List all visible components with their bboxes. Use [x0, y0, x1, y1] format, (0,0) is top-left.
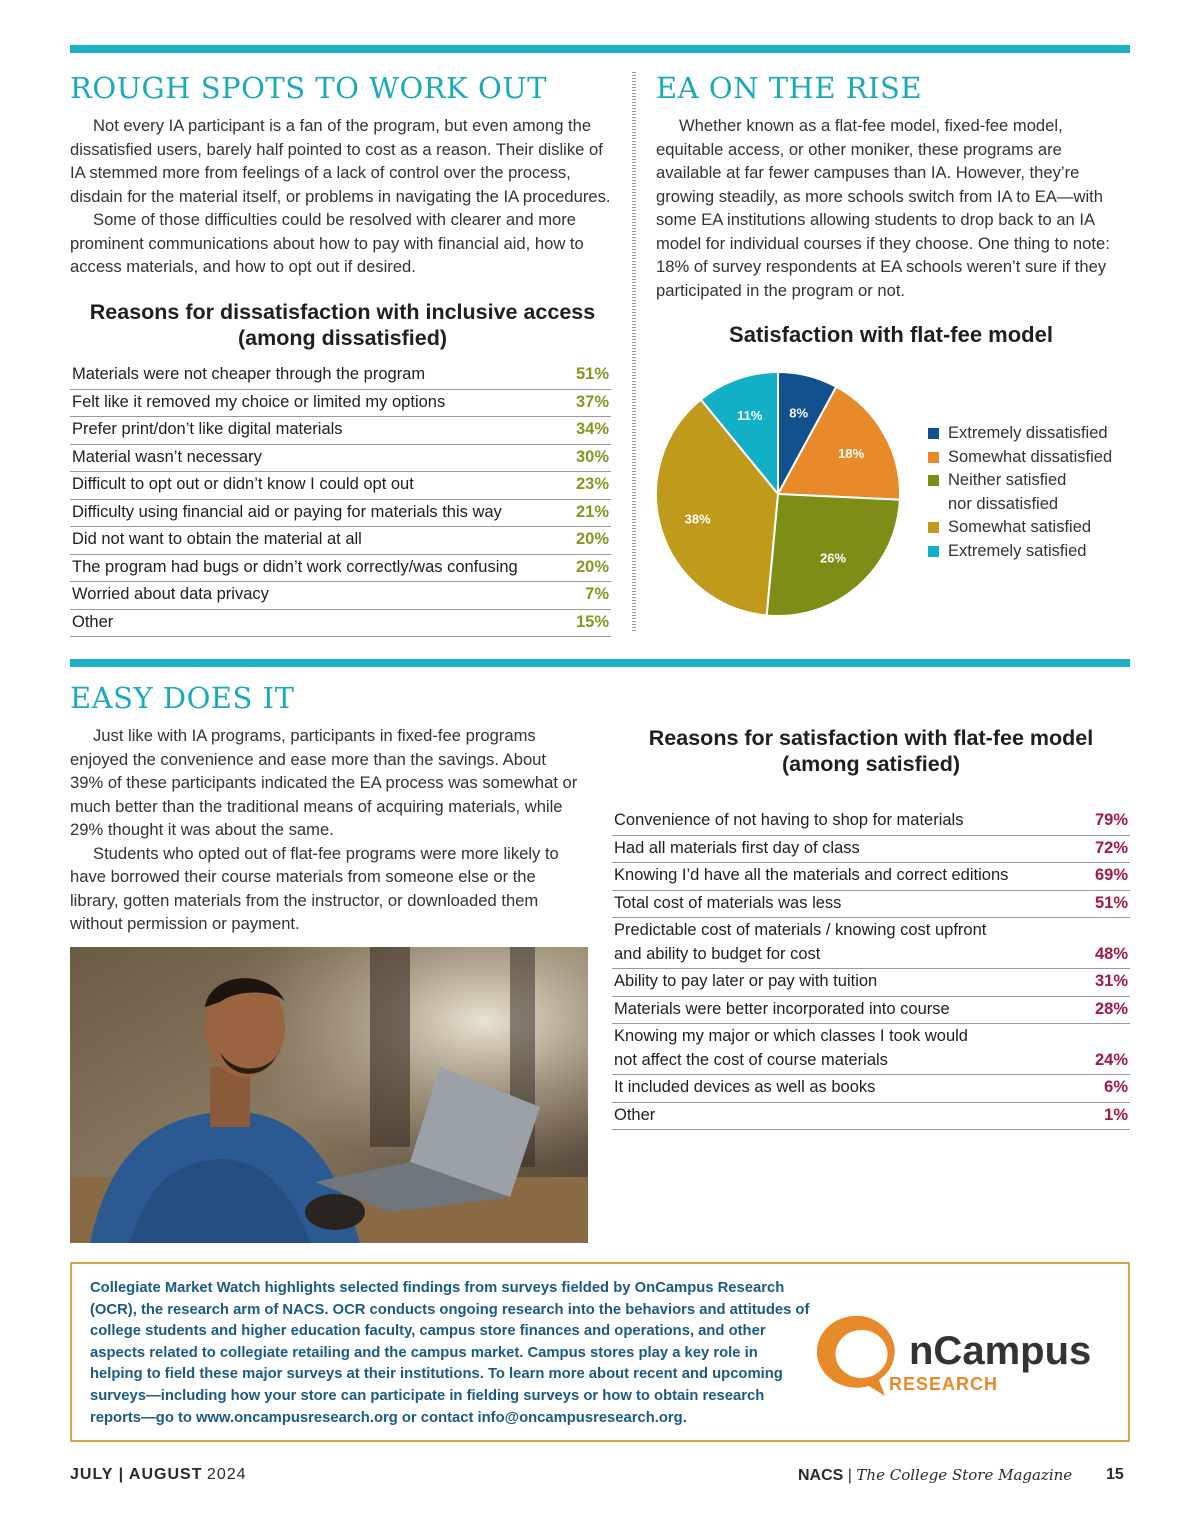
row-label-line: Materials were not cheaper through the program — [72, 365, 426, 383]
row-label — [72, 391, 445, 415]
column-divider — [632, 72, 636, 632]
row-label-line: Material wasn’t necessary — [72, 447, 262, 466]
row-label-line: not affect the cost of course materials — [614, 1050, 888, 1069]
table-row — [612, 997, 1130, 1025]
body-paragraph: Whether known as a flat-fee model, fixed-fee model, equitable access, or other moniker, these programs are available at far fewer campuses than IA. However, they’re growing steadily, as more schools switch from IA to EA—with some EA institutions allowing students to drop back to an IA model for individual courses if they choose. One thing to note: 18% of survey respondents at EA schools weren’t sure if they participated in the program or not. — [656, 116, 1110, 300]
row-label — [72, 363, 425, 387]
legend-item — [928, 540, 1128, 564]
row-label-line: and ability to budget for cost — [614, 944, 821, 963]
table-row — [612, 1024, 1130, 1075]
row-value: 21% — [575, 502, 609, 521]
legend-item — [928, 516, 1128, 540]
body-paragraph: Some of those difficulties could be resolved with clearer and more prominent communications about how to pay with financial aid, how to access materials, and how to opt out if desired. — [70, 210, 584, 276]
row-label-line: It included devices as well as books — [614, 1078, 876, 1096]
row-value: 79% — [1094, 811, 1128, 829]
legend-label: Extremely dissatisfied — [948, 424, 1108, 442]
table-row — [612, 969, 1130, 997]
row-label — [614, 837, 860, 861]
row-label — [72, 418, 343, 442]
table-row — [70, 555, 611, 583]
row-label — [614, 998, 950, 1022]
row-label — [72, 473, 414, 497]
oncampus-research-logo — [817, 1310, 1117, 1400]
table-row — [70, 582, 611, 610]
legend-label: Extremely satisfied — [948, 541, 1087, 560]
chart-title: Satisfaction with flat-fee model — [729, 322, 1053, 347]
row-label-line: Difficulty using financial aid or paying for materials this way — [72, 502, 502, 521]
table-row — [70, 500, 611, 528]
row-label — [72, 611, 113, 635]
table-row — [612, 1103, 1130, 1131]
top-rule — [70, 45, 1130, 53]
legend-swatch — [928, 475, 939, 486]
legend-swatch — [928, 546, 939, 557]
row-label — [614, 892, 841, 916]
table-row — [612, 918, 1130, 969]
table-row — [70, 390, 611, 418]
row-label — [72, 556, 518, 580]
section-title: ROUGH SPOTS TO WORK OUT — [70, 71, 548, 105]
row-value: 34% — [575, 420, 609, 438]
row-label — [72, 583, 269, 607]
row-label-line: Other — [614, 1105, 656, 1124]
issue-months: JULY | AUGUST — [70, 1466, 203, 1483]
table-row — [70, 610, 611, 638]
row-value: 15% — [575, 612, 609, 631]
issue-year: 2024 — [206, 1466, 247, 1483]
table-row — [612, 891, 1130, 919]
row-label-line: Felt like it removed my choice or limited my options — [72, 392, 446, 411]
pie-slice-label: 11% — [737, 407, 763, 423]
row-label — [614, 809, 963, 833]
info-text: Collegiate Market Watch highlights selected findings from surveys fielded by OnCampus Research (OCR), the research arm of NACS. OCR conducts ongoing research into the behaviors and attitudes of college students and higher education faculty, campus store finances and operations, and other aspects related to collegiate retailing and the campus market. Campus stores play a key role in helping to field these major surveys at their institutions. To learn more about recent and upcoming surveys—including how your store can participate in fielding surveys or how to obtain research reports—go to www.oncampusresearch.org or contact info@oncampusresearch.org. — [90, 1280, 810, 1426]
row-label — [614, 1104, 655, 1128]
legend-swatch — [928, 522, 939, 533]
legend-label: Somewhat dissatisfied — [948, 447, 1113, 466]
row-label — [614, 1076, 875, 1100]
middle-rule — [70, 659, 1130, 667]
table-row — [70, 417, 611, 445]
dissatisfaction-table — [70, 362, 611, 637]
pie-slice-label: 18% — [838, 445, 865, 461]
easy-does-it-section — [70, 678, 582, 936]
row-value: 72% — [1094, 838, 1128, 857]
legend-label — [948, 469, 1066, 516]
legend-swatch — [928, 452, 939, 463]
table-row — [70, 527, 611, 555]
legend-item — [928, 422, 1128, 446]
issue-date — [70, 1466, 247, 1484]
row-label-line: Convenience of not having to shop for materials — [614, 811, 964, 829]
row-value: 28% — [1094, 999, 1128, 1018]
body-paragraph: Just like with IA programs, participants in fixed-fee programs enjoyed the convenience and ease more than the savings. About 39% of these participants indicated the EA process was somewhat or much better than the traditional means of acquiring materials, while 29% thought it was about the same. — [70, 726, 578, 839]
row-value: 51% — [1094, 893, 1128, 912]
row-label-line: Prefer print/don’t like digital materials — [72, 420, 343, 438]
ea-rise-section — [656, 68, 1130, 302]
research-info-box — [70, 1262, 1130, 1442]
row-value: 23% — [575, 475, 609, 493]
body-paragraph: Students who opted out of flat-fee programs were more likely to have borrowed their course materials from someone else or the library, gotten materials from the instructor, or downloaded them without permission or payment. — [70, 843, 559, 933]
logo-subtitle: RESEARCH — [889, 1374, 999, 1394]
row-label — [614, 919, 986, 966]
row-value: 6% — [1104, 1078, 1128, 1096]
row-value: 30% — [575, 447, 609, 466]
table-row — [612, 836, 1130, 864]
pie-slice-label: 38% — [684, 511, 711, 527]
legend-label-line: nor dissatisfied — [948, 494, 1059, 513]
pie-slice-label: 26% — [820, 550, 847, 566]
pie-slice-label: 8% — [789, 405, 809, 421]
row-label — [614, 864, 1008, 888]
row-value: 20% — [575, 557, 609, 576]
row-value: 31% — [1094, 972, 1128, 990]
publication-name — [798, 1466, 1072, 1485]
logo-word: nCampus — [909, 1329, 1092, 1373]
table-title-line: Reasons for satisfaction with flat-fee model — [648, 726, 1094, 750]
legend-item — [928, 446, 1128, 470]
photo-illustration — [70, 947, 588, 1243]
publisher: NACS — [798, 1467, 844, 1484]
legend-label: Somewhat satisfied — [948, 518, 1092, 536]
row-label-line: Difficult to opt out or didn’t know I could opt out — [72, 475, 414, 493]
table-title-line: Reasons for dissatisfaction with inclusive access — [89, 300, 596, 324]
row-value: 20% — [575, 530, 609, 548]
row-label-line: Other — [72, 612, 114, 631]
satisfaction-table-title — [612, 725, 1130, 777]
legend-swatch — [928, 428, 939, 439]
table-row — [70, 472, 611, 500]
separator: | — [847, 1467, 852, 1484]
section-title: EA ON THE RISE — [656, 71, 923, 105]
row-label-line: Had all materials first day of class — [614, 838, 860, 857]
row-label-line: Materials were better incorporated into course — [614, 999, 950, 1018]
row-label-line: Predictable cost of materials / knowing cost upfront — [614, 921, 987, 939]
row-value: 48% — [1094, 944, 1128, 963]
row-value: 24% — [1094, 1050, 1128, 1069]
legend-label-line: Neither satisfied — [948, 471, 1067, 489]
body-paragraph: Not every IA participant is a fan of the program, but even among the dissatisfied users, barely half pointed to cost as a reason. Their dislike of IA stemmed more from feelings of a lack of control over the process, disdain for the material itself, or problems in navigating the IA procedures. — [70, 116, 611, 206]
student-laptop-photo — [70, 947, 588, 1243]
row-label-line: Total cost of materials was less — [614, 893, 842, 912]
table-row — [612, 1075, 1130, 1103]
row-label — [72, 446, 262, 470]
table-row — [70, 362, 611, 390]
row-label-line: The program had bugs or didn’t work correctly/was confusing — [72, 557, 518, 576]
table-row — [70, 445, 611, 473]
row-label — [614, 970, 877, 994]
row-label-line: Did not want to obtain the material at all — [72, 530, 362, 548]
table-title-line: (among satisfied) — [782, 752, 960, 776]
table-row — [612, 863, 1130, 891]
row-label — [72, 528, 362, 552]
row-label — [614, 1025, 968, 1072]
section-title: EASY DOES IT — [70, 681, 295, 715]
chart-legend — [928, 422, 1128, 563]
row-label-line: Knowing I’d have all the materials and correct editions — [614, 866, 1009, 884]
table-title-line: (among dissatisfied) — [237, 326, 448, 350]
table-row — [612, 808, 1130, 836]
row-value: 51% — [575, 365, 609, 383]
row-label-line: Ability to pay later or pay with tuition — [614, 972, 878, 990]
satisfaction-table — [612, 808, 1130, 1130]
legend-item — [928, 469, 1128, 516]
row-value: 37% — [575, 392, 609, 411]
row-label — [72, 501, 502, 525]
magazine-title: The College Store Magazine — [856, 1466, 1073, 1484]
row-value: 1% — [1104, 1105, 1128, 1124]
dissatisfaction-table-title — [70, 299, 615, 351]
page-number: 15 — [1106, 1466, 1124, 1483]
row-label-line: Worried about data privacy — [72, 585, 269, 603]
pie-chart — [650, 366, 910, 626]
rough-spots-section — [70, 68, 615, 279]
row-label-line: Knowing my major or which classes I took would — [614, 1027, 968, 1045]
row-value: 7% — [585, 585, 609, 603]
row-value: 69% — [1094, 866, 1128, 884]
